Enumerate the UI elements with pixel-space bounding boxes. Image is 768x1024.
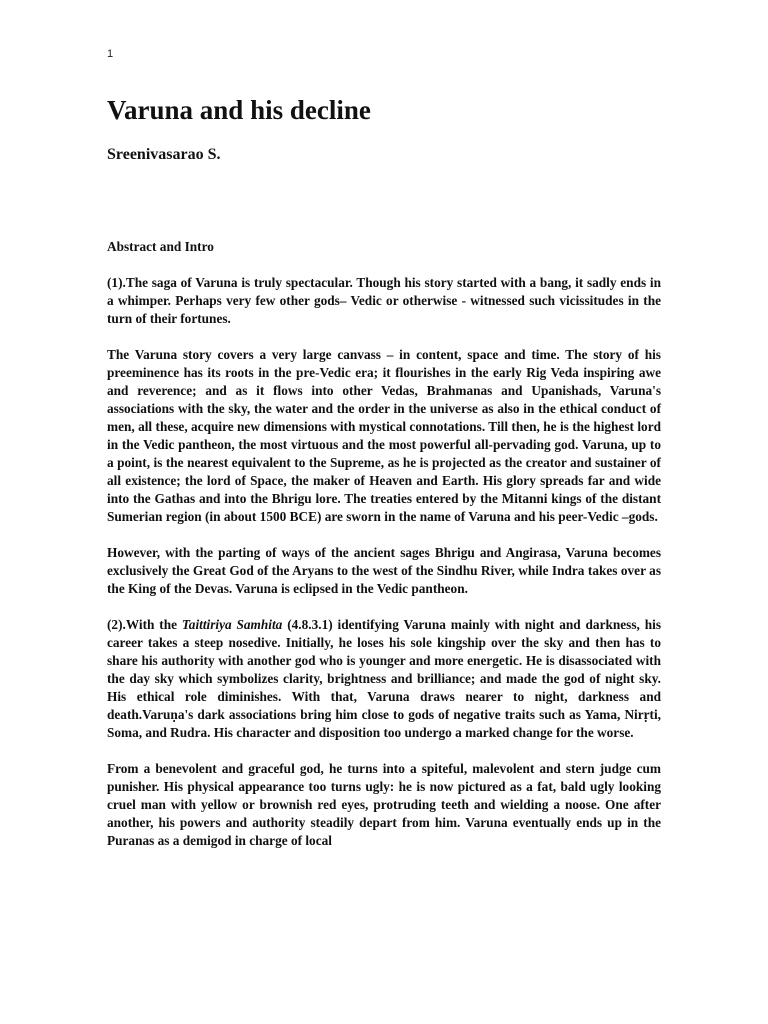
paragraph-4 [107,616,661,742]
section-heading: Abstract and Intro [107,239,214,254]
author-name: Sreenivasarao S. [107,146,221,163]
paragraph-2: The Varuna story covers a very large canvass – in content, space and time. The story of his preeminence has its roots in the pre-Vedic era; it flourishes in the early Rig Veda inspiring awe and reverence; and as it flows into other Vedas, Brahmanas and Upanishads, Varuna's associations with the sky, the water and the order in the universe as also in the ethical conduct of men, all these, acquire new dimensions with mystical connotations. Till then, he is the highest lord in the Vedic pantheon, the most virtuous and the most powerful all-pervading god. Varuna, up to a point, is the nearest equivalent to the Supreme, as he is projected as the creator and sustainer of all existence; the lord of Space, the maker of Heaven and Earth. His glory spreads far and wide into the Gathas and into the Bhrigu lore. The treaties entered by the Mitanni kings of the distant Sumerian region (in about 1500 BCE) are sworn in the name of Varuna and his peer-Vedic –gods. [107,347,661,524]
document-title: Varuna and his decline [107,95,371,125]
paragraph-4-rest: (4.8.3.1) identifying Varuna mainly with night and darkness, his career takes a steep nosedive. Initially, he loses his sole kingship over the sky and then has to share his authority with another god who is younger and more energetic. He is disassociated with the day sky which symbolizes clarity, brightness and brilliance; and made the god of night sky. His ethical role diminishes. With that, Varuna draws nearer to night, darkness and death.Varuṇa's dark associations bring him close to gods of negative traits such as Yama, Nirṛti, Soma, and Rudra. His character and disposition too undergo a marked change for the worse. [107,617,661,740]
paragraph-3: However, with the parting of ways of the ancient sages Bhrigu and Angirasa, Varuna becomes exclusively the Great God of the Aryans to the west of the Sindhu River, while Indra takes over as the King of the Devas. Varuna is eclipsed in the Vedic pantheon. [107,545,661,596]
page-number: 1 [107,48,114,60]
paragraph-1: (1).The saga of Varuna is truly spectacular. Though his story started with a bang, it sadly ends in a whimper. Perhaps very few other gods– Vedic or otherwise - witnessed such vicissitudes in the turn of their fortunes. [107,275,661,326]
paragraph-4-start: (2).With the [107,617,182,632]
document-body [107,238,661,868]
taittiriya-samhita-title: Taittiriya Samhita [181,617,283,632]
paragraph-5: From a benevolent and graceful god, he turns into a spiteful, malevolent and stern judge cum punisher. His physical appearance too turns ugly: he is now pictured as a fat, bald ugly looking cruel man with yellow or brownish red eyes, protruding teeth and wielding a noose. One after another, his powers and authority steadily depart from him. Varuna eventually ends up in the Puranas as a demigod in charge of local [107,761,661,848]
